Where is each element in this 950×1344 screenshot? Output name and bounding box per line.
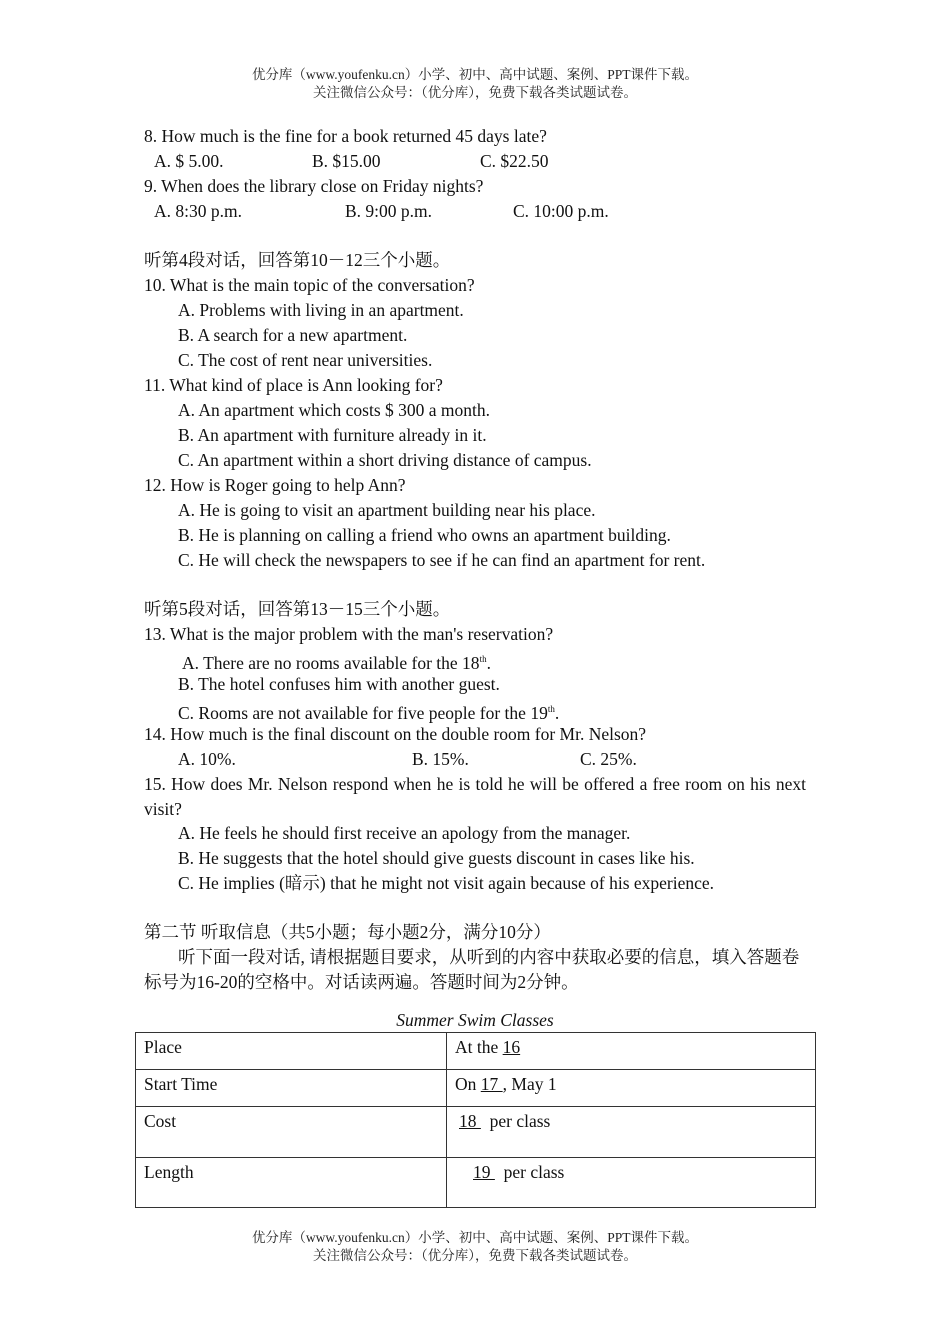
table-row (136, 1070, 816, 1107)
page-header-watermark (0, 66, 950, 102)
q9-option-c: C. 10:00 p.m. (513, 201, 609, 221)
q13-option-b: B. The hotel confuses him with another guest. (178, 674, 500, 694)
q13-option-c-text: C. Rooms are not available for five people for the 19 (178, 702, 548, 723)
q9-stem: 9. When does the library close on Friday nights? (144, 176, 484, 196)
table-row (136, 1158, 816, 1208)
q10-option-a: A. Problems with living in an apartment. (178, 300, 464, 320)
q13-option-c-sup: th (547, 704, 555, 714)
q10-option-b: B. A search for a new apartment. (178, 325, 408, 345)
q9-options (144, 199, 806, 224)
q9-option-b: B. 9:00 p.m. (345, 201, 433, 221)
value-prefix: On (455, 1074, 481, 1094)
q11-stem: 11. What kind of place is Ann looking for? (144, 375, 443, 395)
q8-options (144, 149, 806, 174)
q8-stem: 8. How much is the fine for a book returned 45 days late? (144, 126, 547, 146)
q15-option-c: C. He implies (暗示) that he might not visit again because of his experience. (178, 873, 715, 893)
row-value (447, 1107, 816, 1158)
answer-blank-16[interactable]: 16 (502, 1037, 521, 1057)
row-label: Length (136, 1158, 447, 1208)
q10-stem: 10. What is the main topic of the conversation? (144, 275, 475, 295)
part-2-instructions: 听下面一段对话, 请根据题目要求，从听到的内容中获取必要的信息，填入答题卷标号为16-20的空格中。对话读两遍。答题时间为2分钟。 (144, 947, 800, 992)
section-5-heading: 听第5段对话，回答第13－15三个小题。 (144, 599, 451, 619)
row-label: Place (136, 1033, 447, 1070)
q15-stem: 15. How does Mr. Nelson respond when he is told he will be offered a free room on his next visit? (144, 774, 806, 819)
q13-option-c (144, 697, 806, 722)
q14-option-b: B. 15%. (412, 749, 469, 769)
footer-line-1: 优分库（www.youfenku.cn）小学、初中、高中试题、案例、PPT课件下载。 (251, 1230, 699, 1245)
part-2-title: 第二节 听取信息（共5小题；每小题2分，满分10分） (144, 922, 551, 942)
q13-option-a-sup: th (479, 654, 487, 664)
q12-stem: 12. How is Roger going to help Ann? (144, 475, 406, 495)
header-line-2: 关注微信公众号：（优分库），免费下载各类试题试卷。 (313, 85, 637, 100)
value-suffix: per class (480, 1111, 551, 1131)
q10-option-c: C. The cost of rent near universities. (178, 350, 433, 370)
q13-option-c-end: . (554, 702, 560, 723)
footer-line-2: 关注微信公众号：（优分库），免费下载各类试题试卷。 (313, 1248, 637, 1263)
q13-stem: 13. What is the major problem with the man's reservation? (144, 624, 554, 644)
q13-option-a-text: A. There are no rooms available for the 18 (182, 652, 480, 673)
row-value (447, 1070, 816, 1107)
q11-option-c: C. An apartment within a short driving distance of campus. (178, 450, 592, 470)
q9-option-a: A. 8:30 p.m. (154, 201, 242, 221)
q11-option-b: B. An apartment with furniture already in it. (178, 425, 487, 445)
q12-option-a: A. He is going to visit an apartment building near his place. (178, 500, 596, 520)
row-value (447, 1158, 816, 1208)
q11-option-a: A. An apartment which costs $ 300 a month. (178, 400, 491, 420)
q12-option-b: B. He is planning on calling a friend who owns an apartment building. (178, 525, 671, 545)
value-suffix: , May 1 (502, 1074, 557, 1094)
answer-blank-18[interactable]: 18 (459, 1111, 481, 1131)
q14-options (144, 747, 806, 772)
row-label: Start Time (136, 1070, 447, 1107)
q14-option-a: A. 10%. (178, 749, 236, 769)
page-footer-watermark (0, 1229, 950, 1265)
value-suffix: per class (494, 1162, 565, 1182)
value-prefix: At the (455, 1037, 503, 1057)
header-line-1: 优分库（www.youfenku.cn）小学、初中、高中试题、案例、PPT课件下载。 (251, 67, 699, 82)
row-label: Cost (136, 1107, 447, 1158)
answer-blank-17[interactable]: 17 (480, 1074, 503, 1094)
q15-option-a: A. He feels he should first receive an apology from the manager. (178, 823, 631, 843)
q14-stem: 14. How much is the final discount on the double room for Mr. Nelson? (144, 724, 647, 744)
q8-option-b: B. $15.00 (312, 151, 381, 171)
q15-option-b: B. He suggests that the hotel should give guests discount in cases like his. (178, 848, 695, 868)
table-row (136, 1033, 816, 1070)
q14-option-c: C. 25%. (580, 749, 637, 769)
row-value (447, 1033, 816, 1070)
exam-content (144, 124, 806, 995)
q13-option-a-end: . (486, 652, 491, 673)
section-4-heading: 听第4段对话，回答第10－12三个小题。 (144, 250, 451, 270)
q12-option-c: C. He will check the newspapers to see if he can find an apartment for rent. (178, 550, 706, 570)
q8-option-c: C. $22.50 (480, 151, 549, 171)
swim-classes-table (135, 1032, 816, 1208)
q13-option-a (144, 647, 806, 672)
table-caption: Summer Swim Classes (396, 1010, 554, 1030)
answer-blank-19[interactable]: 19 (473, 1162, 495, 1182)
q8-option-a: A. $ 5.00. (154, 151, 224, 171)
table-row (136, 1107, 816, 1158)
